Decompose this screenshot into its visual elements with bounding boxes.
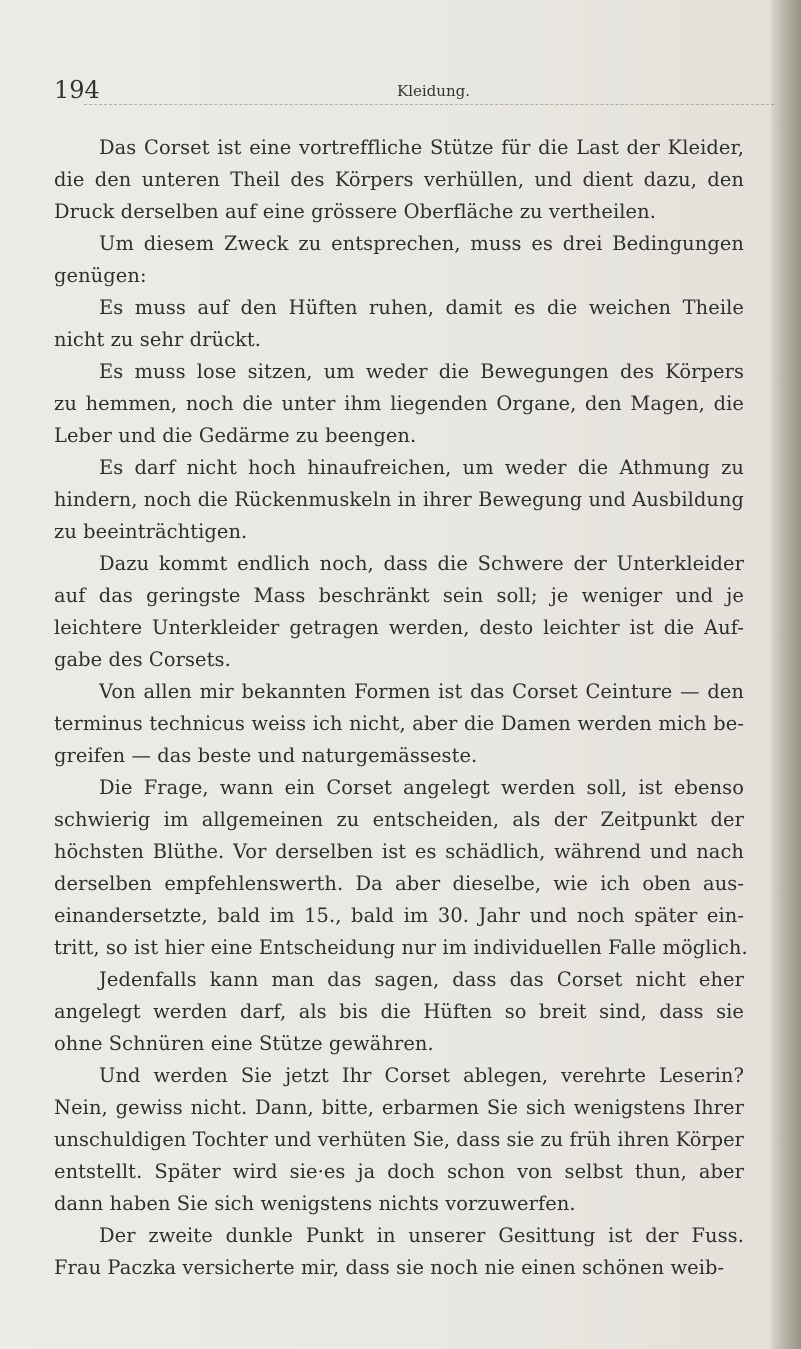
text-line: entstellt. Später wird sie·es ja doch schon von selbst thun, aber: [54, 1160, 744, 1183]
text-line: Die Frage, wann ein Corset angelegt werden soll, ist ebenso: [99, 776, 744, 799]
text-line: Frau Paczka versicherte mir, dass sie noch nie einen schönen weib-: [54, 1256, 725, 1279]
page-header: [54, 76, 754, 106]
text-line: zu beeinträchtigen.: [54, 520, 248, 543]
text-line: Druck derselben auf eine grössere Oberfläche zu vertheilen.: [54, 200, 656, 223]
text-line: nicht zu sehr drückt.: [54, 328, 262, 351]
text-line: einandersetzte, bald im 15., bald im 30. Jahr und noch später ein-: [54, 904, 744, 927]
header-rule: [84, 104, 774, 105]
text-line: Dazu kommt endlich noch, dass die Schwere der Unterkleider: [99, 552, 744, 575]
text-line: tritt, so ist hier eine Entscheidung nur im individuellen Falle möglich.: [54, 936, 748, 959]
text-line: Um diesem Zweck zu entsprechen, muss es drei Bedingungen: [99, 232, 744, 255]
text-line: terminus technicus weiss ich nicht, aber die Damen werden mich be-: [54, 712, 744, 735]
text-line: schwierig im allgemeinen zu entscheiden, als der Zeitpunkt der: [54, 808, 744, 831]
text-line: Das Corset ist eine vortreffliche Stütze für die Last der Kleider,: [99, 136, 744, 159]
text-line: Jedenfalls kann man das sagen, dass das Corset nicht eher: [99, 968, 744, 991]
text-line: derselben empfehlenswerth. Da aber dieselbe, wie ich oben aus-: [54, 872, 744, 895]
text-line: Es muss auf den Hüften ruhen, damit es die weichen Theile: [99, 296, 744, 319]
text-line: Von allen mir bekannten Formen ist das Corset Ceinture — den: [99, 680, 744, 703]
text-line: Und werden Sie jetzt Ihr Corset ablegen, verehrte Leserin?: [99, 1064, 744, 1087]
page-number: 194: [54, 76, 100, 104]
running-title: Kleidung.: [397, 82, 470, 100]
body-text: [54, 132, 748, 1284]
text-line: auf das geringste Mass beschränkt sein soll; je weniger und je: [54, 584, 744, 607]
text-line: unschuldigen Tochter und verhüten Sie, dass sie zu früh ihren Körper: [54, 1128, 744, 1151]
text-line: genügen:: [54, 264, 147, 287]
text-line: Der zweite dunkle Punkt in unserer Gesittung ist der Fuss.: [99, 1224, 744, 1247]
text-line: die den unteren Theil des Körpers verhüllen, und dient dazu, den: [54, 168, 744, 191]
text-line: hindern, noch die Rückenmuskeln in ihrer Bewegung und Ausbildung: [54, 488, 744, 511]
text-line: Leber und die Gedärme zu beengen.: [54, 424, 417, 447]
text-line: leichtere Unterkleider getragen werden, desto leichter ist die Auf-: [54, 616, 744, 639]
text-line: dann haben Sie sich wenigstens nichts vorzuwerfen.: [54, 1192, 576, 1215]
text-line: Es darf nicht hoch hinaufreichen, um weder die Athmung zu: [99, 456, 744, 479]
text-line: Nein, gewiss nicht. Dann, bitte, erbarmen Sie sich wenigstens Ihrer: [54, 1096, 744, 1119]
text-line: greifen — das beste und naturgemässeste.: [54, 744, 478, 767]
text-line: gabe des Corsets.: [54, 648, 231, 671]
text-line: angelegt werden darf, als bis die Hüften so breit sind, dass sie: [54, 1000, 744, 1023]
text-line: höchsten Blüthe. Vor derselben ist es schädlich, während und nach: [54, 840, 744, 863]
page-edge-shadow: [771, 0, 801, 1349]
text-line: Es muss lose sitzen, um weder die Bewegungen des Körpers: [99, 360, 744, 383]
text-line: ohne Schnüren eine Stütze gewähren.: [54, 1032, 434, 1055]
text-line: zu hemmen, noch die unter ihm liegenden Organe, den Magen, die: [54, 392, 744, 415]
